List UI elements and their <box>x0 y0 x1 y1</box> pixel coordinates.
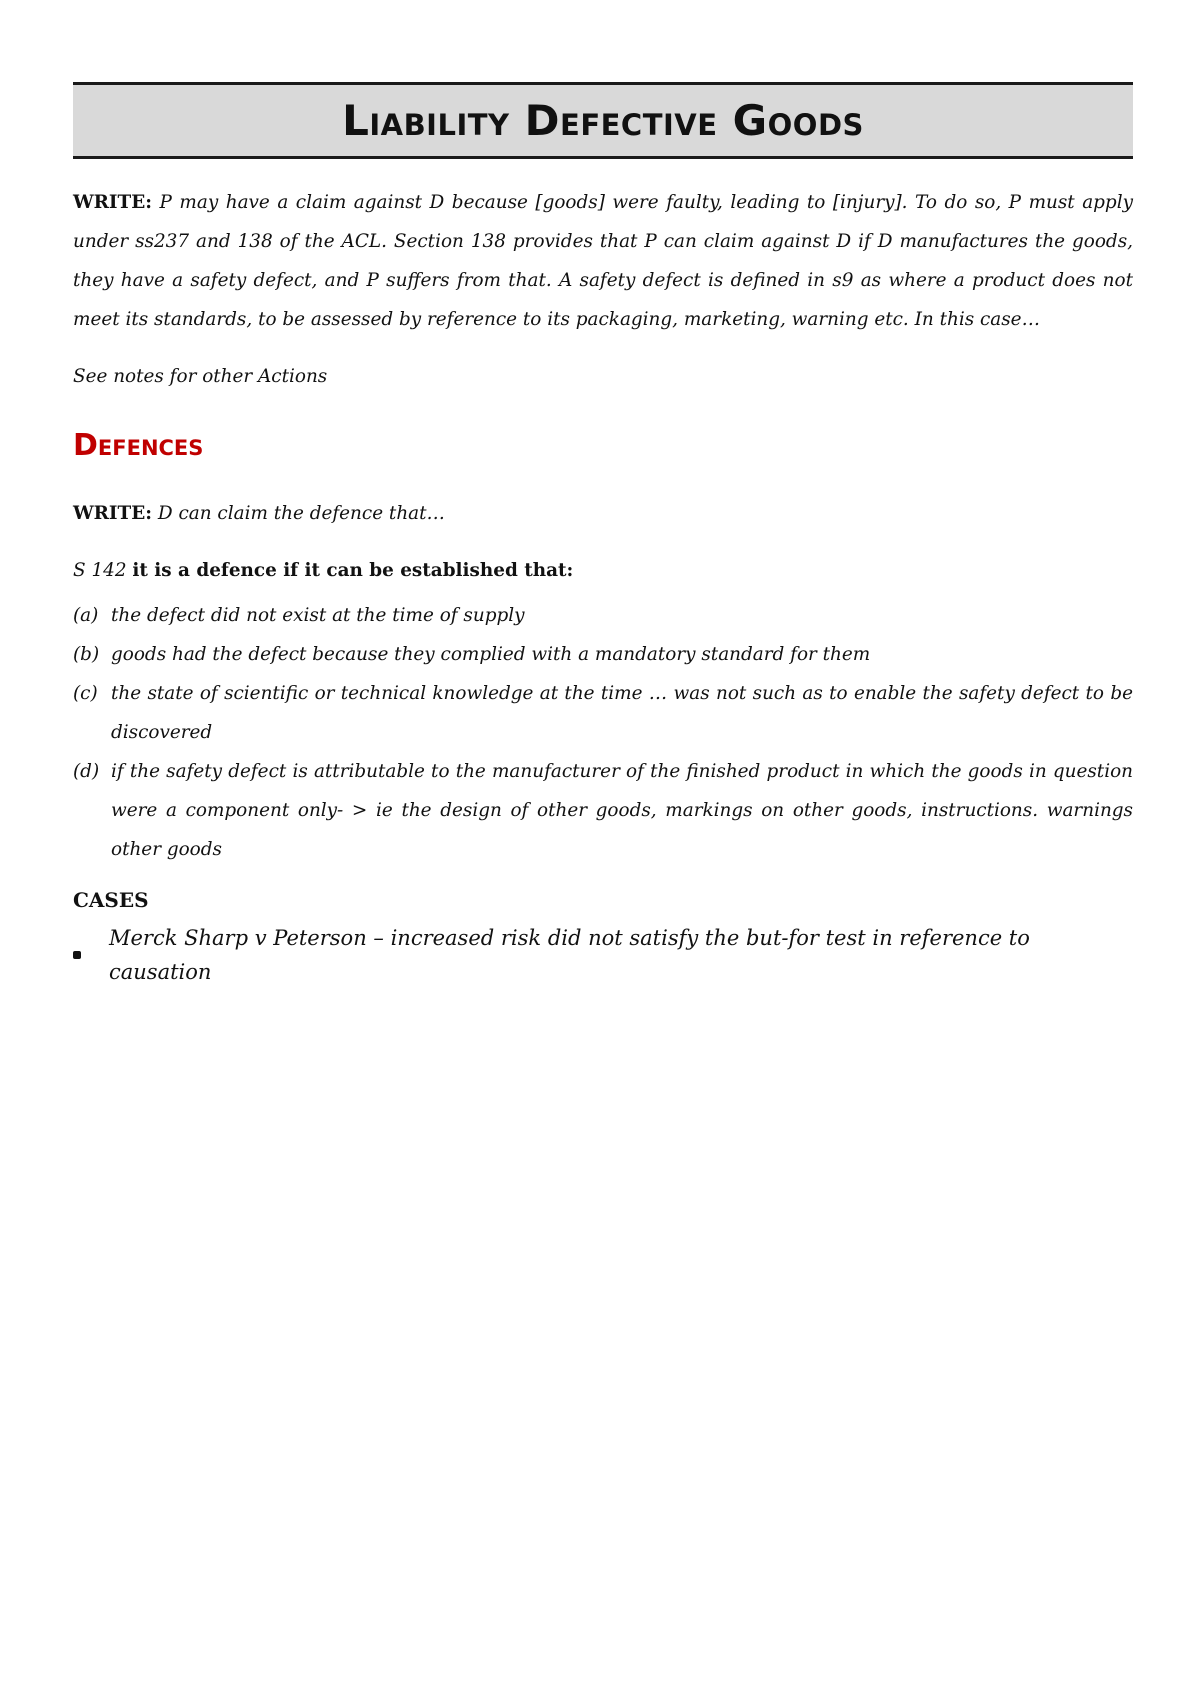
defence-text: if the safety defect is attributable to the manufacturer of the finished product in which the goods in question were a component only- > ie the design of other goods, markings on other goods, instructions. warnings other goods <box>111 761 1133 860</box>
intro-paragraph <box>73 183 1133 339</box>
s142-reference: S 142 <box>73 560 127 581</box>
case-item <box>73 921 1133 989</box>
defence-write-paragraph <box>73 494 1133 533</box>
bullet-icon <box>73 951 81 959</box>
intro-text: P may have a claim against D because [goods] were faulty, leading to [injury]. To do so, P must apply under ss237 and 138 of the ACL. Section 138 provides that P can claim against D if D manufactures the goods, they have a safety defect, and P suffers from that. A safety defect is defined in s9 as where a product does not meet its standards, to be assessed by reference to its packaging, marketing, warning etc. In this case… <box>73 192 1133 330</box>
defences-heading: Defences <box>73 428 204 463</box>
intro-write-label: WRITE: <box>73 192 153 213</box>
case-text: Merck Sharp v Peterson – increased risk did not satisfy the but-for test in reference to causation <box>109 926 1030 984</box>
title-bar <box>73 82 1133 159</box>
defence-marker: (d) <box>73 761 100 782</box>
defence-marker: (b) <box>73 644 100 665</box>
s142-paragraph <box>73 551 1133 590</box>
cases-list <box>73 921 1133 989</box>
s142-text: it is a defence if it can be established that: <box>132 560 574 581</box>
page-title: Liability Defective Goods <box>342 96 864 145</box>
defence-item-d <box>73 752 1133 869</box>
defence-marker: (c) <box>73 683 98 704</box>
see-notes-text: See notes for other Actions <box>73 366 328 387</box>
defence-list <box>73 596 1133 869</box>
defence-text: the state of scientific or technical knowledge at the time … was not such as to enable the safety defect to be discovered <box>111 683 1133 743</box>
defence-marker: (a) <box>73 605 99 626</box>
defence-item-a <box>73 596 1133 635</box>
defence-write-text: D can claim the defence that… <box>157 503 445 524</box>
defence-item-b <box>73 635 1133 674</box>
defence-text: the defect did not exist at the time of supply <box>111 605 525 626</box>
defence-write-label: WRITE: <box>73 503 153 524</box>
cases-heading: CASES <box>73 888 149 912</box>
document-page <box>73 82 1133 989</box>
defence-item-c <box>73 674 1133 752</box>
defence-text: goods had the defect because they complied with a mandatory standard for them <box>111 644 871 665</box>
